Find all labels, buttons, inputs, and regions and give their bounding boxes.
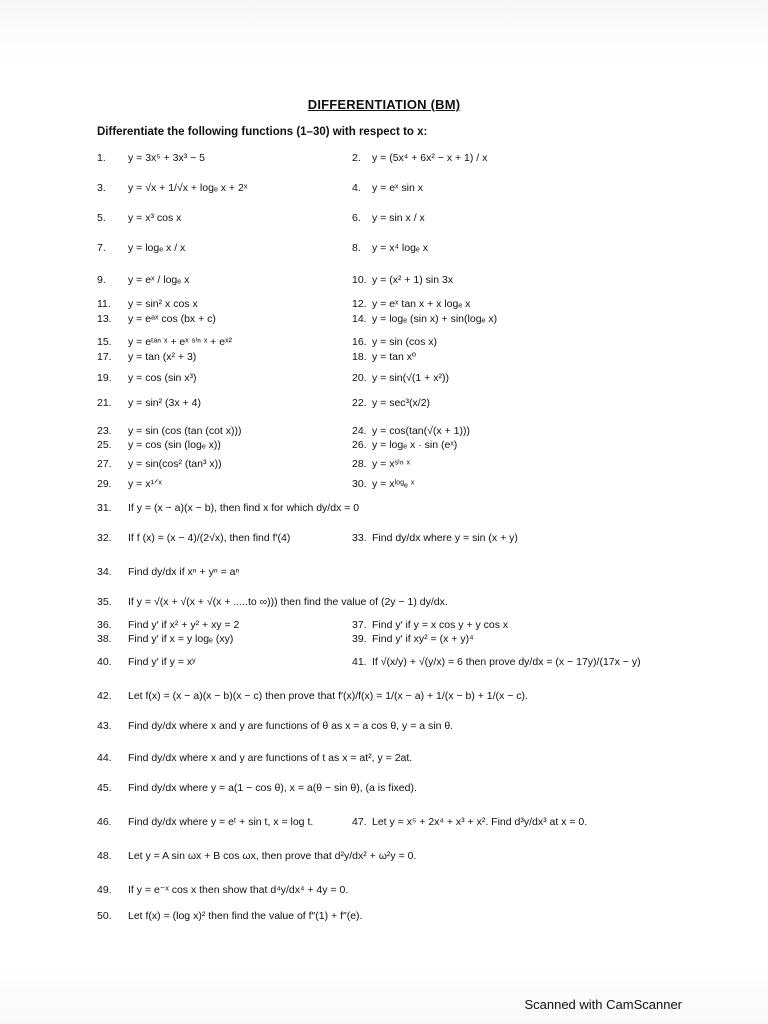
problem-text: Find y′ if y = x cos y + y cos x [372, 619, 509, 631]
problem-text: Find y′ if x = y logₑ (xy) [128, 633, 234, 645]
problem-text: y = sin(√(1 + x²)) [372, 372, 449, 384]
problem-text: y = cos (sin x³) [128, 372, 197, 384]
problem-number: 44. [97, 752, 112, 764]
problem-number: 20. [352, 372, 367, 384]
problem-number: 22. [352, 397, 367, 409]
problem-number: 41. [352, 656, 367, 668]
problem-number: 40. [97, 656, 112, 668]
problem-text: y = x³ cos x [128, 212, 182, 224]
problem-text: y = cos(tan(√(x + 1))) [372, 425, 470, 437]
page-title: DIFFERENTIATION (BM) [307, 97, 461, 112]
problem-text: Let f(x) = (log x)² then find the value of f″(1) + f″(e). [128, 910, 363, 922]
problem-number: 31. [97, 502, 112, 514]
problem-number: 42. [97, 690, 112, 702]
problem-text: y = sin(cos² (tan³ x)) [128, 458, 222, 470]
problem-text: If y = e⁻ˣ cos x then show that d⁴y/dx⁴ + 4y = 0. [128, 884, 349, 896]
problem-number: 3. [97, 182, 106, 194]
problem-number: 12. [352, 298, 367, 310]
problem-number: 11. [97, 298, 111, 310]
problem-number: 45. [97, 782, 112, 794]
problem-text: Find dy/dx if xⁿ + yⁿ = aⁿ [128, 566, 240, 578]
problem-number: 27. [97, 458, 112, 470]
problem-text: y = √x + 1/√x + logₑ x + 2ˣ [128, 182, 248, 194]
problem-text: y = eˣ sin x [372, 182, 424, 194]
problem-text: y = logₑ (sin x) + sin(logₑ x) [372, 313, 498, 325]
problem-text: Find y′ if y = xʸ [128, 656, 196, 668]
problem-number: 4. [352, 182, 361, 194]
problem-text: y = logₑ x / x [128, 242, 186, 254]
problem-text: y = xˡᵒᵍₑ ˣ [372, 478, 415, 490]
problem-number: 17. [97, 351, 112, 363]
problem-number: 15. [97, 336, 112, 348]
problem-text: Let y = A sin ωx + B cos ωx, then prove that d²y/dx² + ω²y = 0. [128, 850, 417, 862]
problem-number: 29. [97, 478, 112, 490]
problem-number: 50. [97, 910, 112, 922]
problem-number: 43. [97, 720, 112, 732]
problem-number: 34. [97, 566, 112, 578]
problem-number: 18. [352, 351, 367, 363]
problem-text: y = eˣ / logₑ x [128, 274, 190, 286]
problem-number: 16. [352, 336, 367, 348]
problem-number: 14. [352, 313, 367, 325]
problem-text: y = x⁴ logₑ x [372, 242, 428, 254]
problem-text: Find dy/dx where y = eᵗ + sin t, x = log t. [128, 816, 314, 828]
problem-number: 10. [352, 274, 367, 286]
problem-text: If y = (x − a)(x − b), then find x for which dy/dx = 0 [128, 502, 360, 514]
problem-text: y = (5x⁴ + 6x² − x + 1) / x [372, 152, 488, 164]
problem-text: Let f(x) = (x − a)(x − b)(x − c) then prove that f′(x)/f(x) = 1/(x − a) + 1/(x − b) + 1/(x − c). [128, 690, 528, 702]
problem-text: Find dy/dx where x and y are functions of θ as x = a cos θ, y = a sin θ. [128, 720, 454, 732]
problem-number: 7. [97, 242, 106, 254]
problem-number: 39. [352, 633, 367, 645]
problem-text: If √(x/y) + √(y/x) = 6 then prove dy/dx = (x − 17y)/(17x − y) [372, 656, 641, 668]
problem-text: y = tan (x² + 3) [128, 351, 197, 363]
problem-number: 6. [352, 212, 361, 224]
problem-text: Find dy/dx where x and y are functions of t as x = at², y = 2at. [128, 752, 413, 764]
problem-number: 9. [97, 274, 106, 286]
problem-number: 8. [352, 242, 361, 254]
problem-number: 47. [352, 816, 367, 828]
problem-text: If f (x) = (x − 4)/(2√x), then find f′(4) [128, 532, 291, 544]
problem-text: y = eᵃˣ cos (bx + c) [128, 313, 216, 325]
problem-number: 24. [352, 425, 367, 437]
problem-number: 36. [97, 619, 112, 631]
problem-text: Find dy/dx where y = a(1 − cos θ), x = a(θ − sin θ), (a is fixed). [128, 782, 417, 794]
problem-number: 19. [97, 372, 112, 384]
problem-number: 26. [352, 439, 367, 451]
problem-text: Find y′ if x² + y² + xy = 2 [128, 619, 240, 631]
problem-number: 35. [97, 596, 112, 608]
problem-text: y = eᵗᵃⁿ ˣ + eˣ ˢⁱⁿ ˣ + eˣ² [128, 336, 233, 348]
problem-text: y = sec³(x/2) [372, 397, 431, 409]
problem-number: 32. [97, 532, 112, 544]
problem-number: 37. [352, 619, 367, 631]
problem-text: Find dy/dx where y = sin (x + y) [372, 532, 518, 544]
problem-number: 25. [97, 439, 112, 451]
problem-number: 2. [352, 152, 361, 164]
instructions: Differentiate the following functions (1–30) with respect to x: [97, 126, 428, 138]
problem-number: 49. [97, 884, 112, 896]
problem-number: 48. [97, 850, 112, 862]
problem-number: 1. [97, 152, 106, 164]
problem-number: 30. [352, 478, 367, 490]
problem-text: y = logₑ x · sin (eˣ) [372, 439, 458, 451]
problem-text: y = cos (sin (logₑ x)) [128, 439, 221, 451]
problem-text: y = tan xº [372, 351, 416, 363]
problem-text: y = xˢⁱⁿ ˣ [372, 458, 411, 470]
problem-text: y = sin (cos x) [372, 336, 438, 348]
problem-text: y = sin² (3x + 4) [128, 397, 201, 409]
problem-text: y = sin (cos (tan (cot x))) [128, 425, 242, 437]
problem-text: y = (x² + 1) sin 3x [372, 274, 454, 286]
problem-text: y = x¹ᐟˣ [128, 478, 162, 490]
problem-text: y = sin x / x [372, 212, 425, 224]
camscanner-watermark: Scanned with CamScanner [524, 997, 682, 1012]
problem-number: 33. [352, 532, 367, 544]
problem-number: 38. [97, 633, 112, 645]
problem-text: If y = √(x + √(x + √(x + .....to ∞))) then find the value of (2y − 1) dy/dx. [128, 596, 448, 608]
problem-number: 23. [97, 425, 112, 437]
problem-number: 5. [97, 212, 106, 224]
problem-text: y = eˣ tan x + x logₑ x [372, 298, 471, 310]
problem-number: 21. [97, 397, 112, 409]
problem-text: Find y′ if xy² = (x + y)⁴ [372, 633, 474, 645]
problem-number: 13. [97, 313, 112, 325]
problem-text: y = sin² x cos x [128, 298, 198, 310]
problem-text: y = 3x⁵ + 3x³ − 5 [128, 152, 206, 164]
problem-text: Let y = x⁵ + 2x⁴ + x³ + x². Find d³y/dx³ at x = 0. [372, 816, 588, 828]
problem-number: 46. [97, 816, 112, 828]
problem-number: 28. [352, 458, 367, 470]
